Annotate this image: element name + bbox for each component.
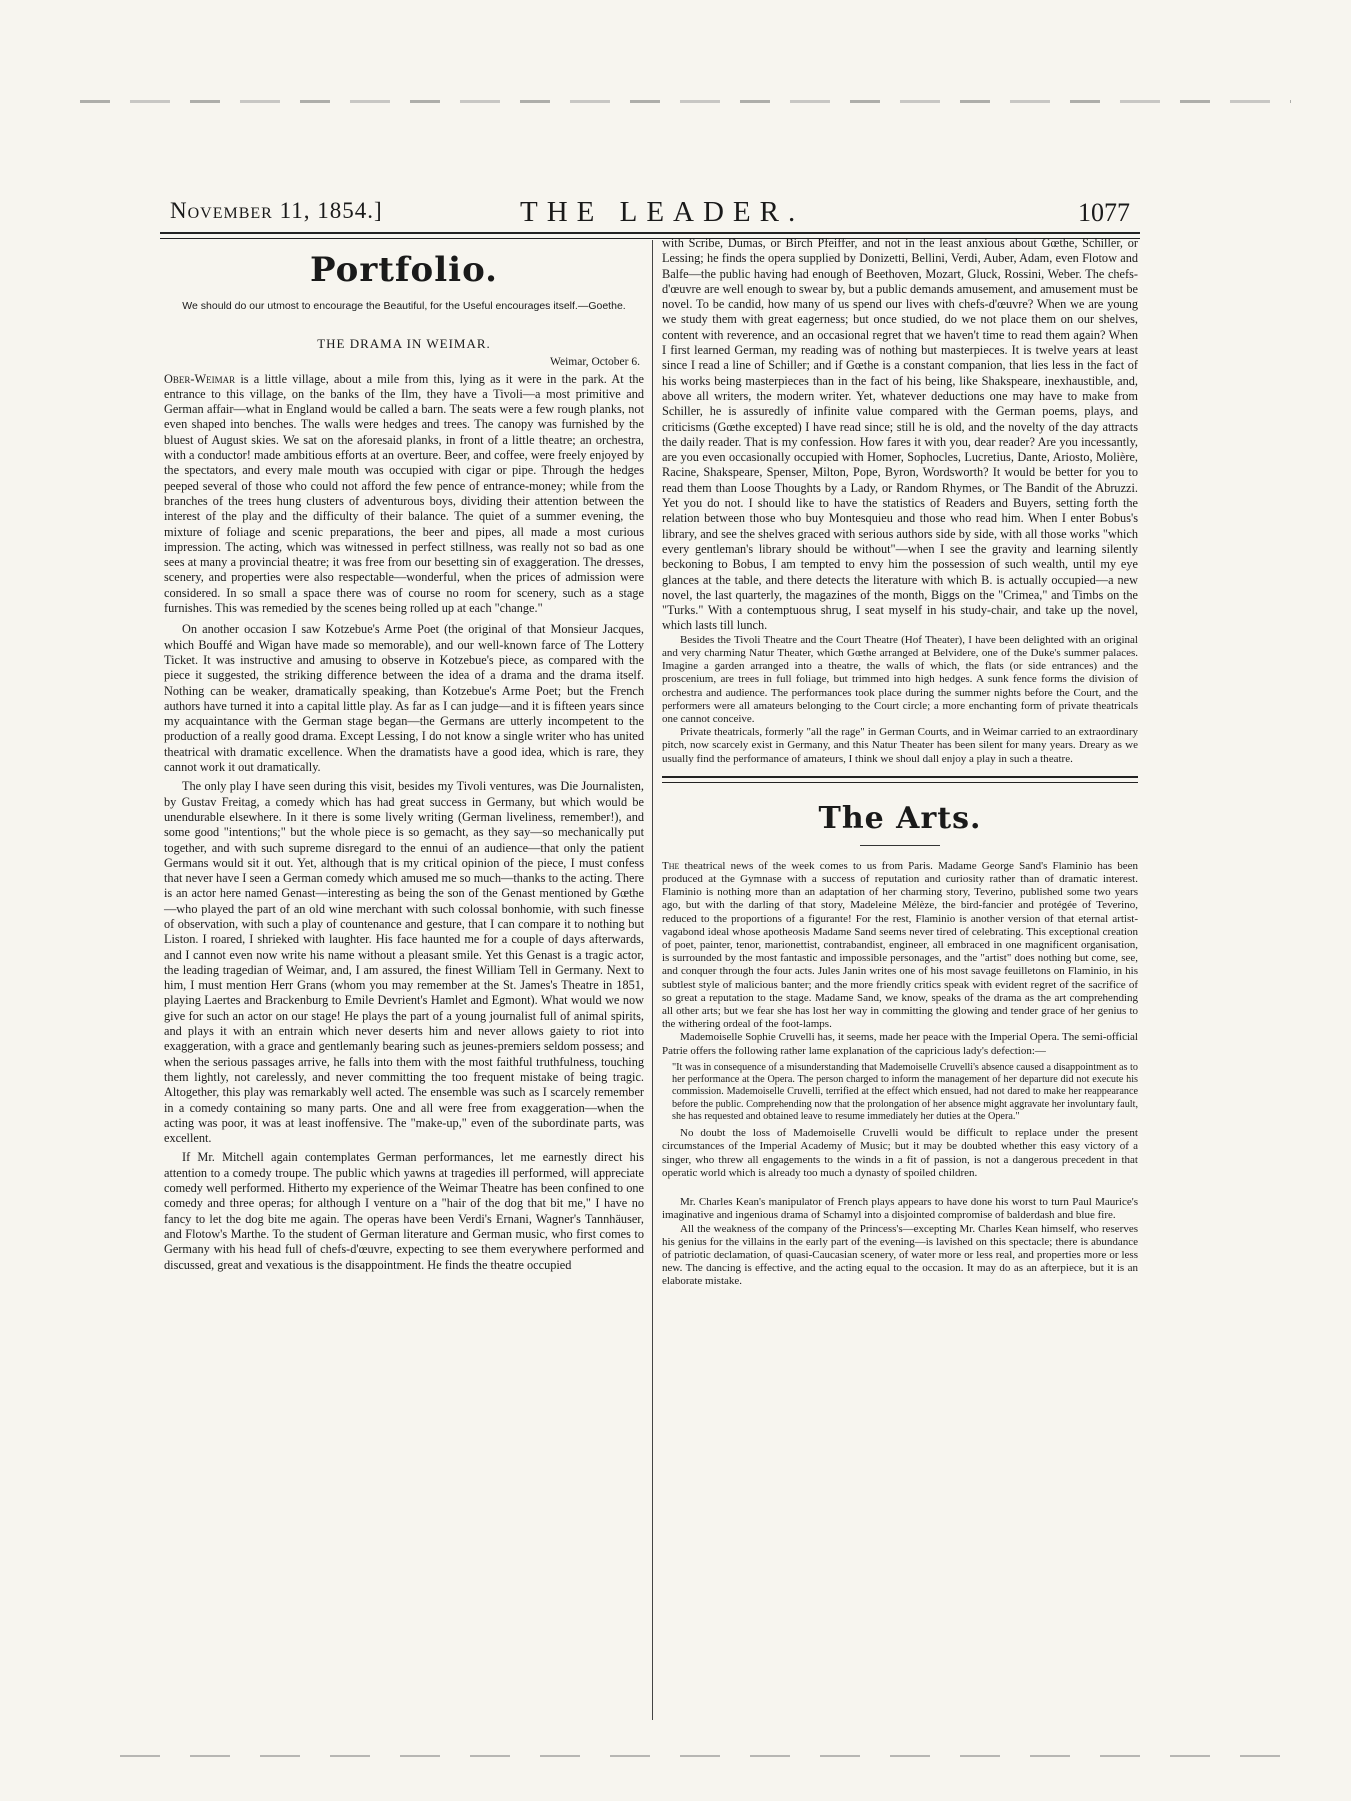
issue-date: November 11, 1854.] [170,198,383,223]
portfolio-heading: Portfolio. [309,250,498,290]
masthead [160,196,1140,232]
scan-edge-top [80,100,1291,103]
newspaper-title: THE LEADER. [520,196,805,228]
dateline: Weimar, October 6. [550,356,640,369]
arts-paragraph-3: No doubt the loss of Mademoiselle Cruvelli would be difficult to replace under the present circumstances of the Imperial Academy of Music; but it may be doubted whether this easy victory of a singer, who threw all engagements to the winds in a fit of passion, is not a dangerous precedent in that operatic world which is already too much a dynasty of spoiled children. [662,1127,1138,1179]
section-rule [662,776,1138,783]
drama-paragraph-2: On another occasion I saw Kotzebue's Arme Poet (the original of that Monsieur Jacques, which Bouffé and Wigan have made so memorable), and our well-known farce of The Lottery Ticket. It was instructive and amusing to observe in Kotzebue's piece, as compared with the piece it suggested, the striking difference between the idea of a drama and the drama itself. Nothing can be weaker, dramatically speaking, than Kotzebue's Arme Poet; but the French authors have turned it into a capital little play. As far as I can judge—and it is fifteen years since my acquaintance with the German stage began—the Germans are utterly incompetent to the production of a really good drama. Except Lessing, I do not know a single writer who has united theatrical with dramatic excellence. When the dramatists have a good idea, which is rare, they cannot work it out dramatically. [164,622,644,775]
drama-paragraph-4: If Mr. Mitchell again contemplates German performances, let me earnestly direct his attention to a comedy troupe. The public which yawns at tragedies ill performed, will appreciate comedy well performed. Hitherto my experience of the Weimar Theatre has been confined to one comedy and three operas; for although I venture on a "hair of the dog that bit me," I have no fancy to let the dog bite me again. The operas have been Verdi's Ernani, Wagner's Tannhäuser, and Flotow's Marthe. To the student of German literature and German music, who first comes to Germany with his head full of chefs-d'œuvre, expecting to see them everywhere performed and discussed, great and vexatious is the disappointment. He finds the theatre occupied [164,1150,644,1272]
drama-paragraph-5: with Scribe, Dumas, or Birch Pfeiffer, and not in the least anxious about Gœthe, Schiller, or Lessing; he finds the opera supplied by Donizetti, Bellini, Verdi, Auber, Adam, even Flotow and Balfe—the public having had enough of Beethoven, Mozart, Gluck, Rossini, Weber. The chefs-d'œuvre are well enough to swear by, but a public demands amusement, and amusement must be novel. To be candid, how many of us spend our lives with chefs-d'œuvre? When we are young we study them with great eagerness; but once studied, do we not place them on our shelves, content with reverence, and an occasional regret that we haven't time to read them again? When I first learned German, my reading was of nothing but masterpieces. It is twelve years at least since I read a line of Schiller; and if Gœthe is a constant companion, that lies less in the fact of his works being masterpieces than in the fact of his being, like Shakspeare, inexhaustible, and, above all writers, the modern writer. Yet, whatever deductions one may have to make from Schiller, he is assuredly of infinite value compared with the German poems, plays, and criticisms (Gœthe excepted) I have read since; still he is old, and the novelty of the day attracts the daily reader. That is my confession. How fares it with you, dear reader? Are you incessantly, are you even occasionally occupied with Homer, Sophocles, Lucretius, Dante, Ariosto, Molière, Racine, Shakspeare, Spenser, Milton, Pope, Byron, Wordsworth? It would be better for you to read them than Loose Thoughts by a Lady, or Random Rhymes, or The Bandit of the Abruzzi. Yet you do not. I should like to have the statistics of Readers and Buyers, setting forth the relation between those who buy Montesquieu and those who read him. When I enter Bobus's library, and see the shelves graced with serious authors side by side, with all those works "which every gentleman's library should be without"—when I see the gravity and learning silently beckoning to Bobus, I am tempted to envy him the possession of such wealth, until my eye glances at the table, and there detects the literature with which B. is actually occupied—a new novel, the last quarterly, the magazines of the month, Biggs on the "Crimea," and Timbs on the "Turks." With a contemptuous shrug, I seat myself in his study-chair, and take up the novel, which lasts till lunch. [662,236,1138,633]
drama-paragraph-6: Besides the Tivoli Theatre and the Court Theatre (Hof Theater), I have been delighted with an original and very charming Natur Theater, which Gœthe arranged at Belvidere, one of the Duke's summer palaces. Imagine a garden arranged into a theatre, the walls of which, the flats (or side entrances) and the proscenium, are trees in full foliage, but trimmed into high hedges. A sunk fence forms the division of orchestra and audience. The performances took place during the summer nights before the Court, and the performers were all amateurs belonging to the Court circle; a more enchanting form of private theatricals one cannot conceive. [662,633,1138,725]
arts-heading: The Arts. [818,800,982,836]
drop-lead: Ober-Weimar [164,371,236,386]
drama-paragraph-1 [164,372,644,617]
drama-paragraph-7: Private theatricals, formerly "all the rage" in German Courts, and in Weimar carried to an extraordinary pitch, now scarcely exist in Germany, and this Natur Theater has been silent for many years. Dreary as we usually find the performance of amateurs, I think we shoul dall enjoy a play in such a theatre. [662,726,1138,765]
drop-lead: The [662,859,680,872]
arts-paragraph-2: Mademoiselle Sophie Cruvelli has, it seems, made her peace with the Imperial Opera. The semi-official Patrie offers the following rather lame explanation of the capricious lady's defection:— [662,1031,1138,1057]
column-divider [652,240,653,1720]
page-number: 1077 [1078,198,1130,227]
drama-paragraph-3: The only play I have seen during this visit, besides my Tivoli ventures, was Die Journalisten, by Gustav Freitag, a comedy which has had great success in Germany, but which would be unendurable elsewhere. In it there is some lively writing (German liveliness, remember!), and some good "intentions;" but the whole piece is so gemacht, as they say—so mechanically put together, and with such supreme disregard to the ennui of an audience—that only the patient Germans would sit it out. Yet, although that is my critical opinion of the piece, I must confess that never have I seen a German comedy which amused me so much—thanks to the acting. There is an actor here named Genast—interesting as being the son of the Genast mentioned by Gœthe—who played the part of an old wine merchant with such colossal bonhomie, with such finesse of observation, with such a play of countenance and gesture, that I can compare it to nothing but Liston. I roared, I shrieked with laughter. His face haunted me for a couple of days afterwards, and I cannot even now write his name without a pleasant smile. Yet this Genast is a tragic actor, the leading tragedian of Weimar, and, I am assured, the finest William Tell in Germany. Next to him, I must mention Herr Grans (whom you may remember at the St. James's Theatre in 1851, playing Laertes and Brackenburg to Emile Devrient's Hamlet and Egmont). What would we now give for such an actor on our stage! He plays the part of a young journalist full of animal spirits, and plays it with an entrain which never deserts him and never allows gaiety to riot into exaggeration, with a grace and gentlemanly bearing such as jeunes-premiers seldom possess; and when the serious passages arrive, he falls into them with the most faithful truthfulness, touching them lightly, not carelessly, and never committing the too frequent mistake of being tragic. Altogether, this play was remarkably well acted. The ensemble was such as I scarcely remember in a comedy containing so many parts. One and all were free from exaggeration—when the acting was poor, it was at least inoffensive. The "make-up," even of the subordinate parts, was excellent. [164,779,644,1146]
paragraph-text: theatrical news of the week comes to us from Paris. Madame George Sand's Flaminio has been produced at the Gymnase with a success of reputation and curiosity rather than of dramatic interest. Flaminio is nothing more than an adaptation of her charming story, Teverino, published some two years ago, but with the darling of that story, Madeleine Mélèze, the bird-fancier and protégée of Teverino, reduced to the proportions of a figurante! For the rest, Flaminio is another version of that eternal artist-vagabond ideal whose apotheosis Madame Sand seems never tired of celebrating. This exceptional creation of poet, painter, tenor, marionettist, contrabandist, engineer, all embraced in one magnificent organisation, is surrounded by the most fantastic and impossible personages, and the "artist" does nothing but come, see, and conquer through the four acts. Jules Janin writes one of his most savage feuilletons on Flaminio, in his subtlest style of malicious banter; and the more friendly critics speak with evident regret of the sacrifice of so great a reputation to the stage. Madame Sand, we know, speaks of the drama as the art comprehending all other arts; but we fear she has lost her way in committing the glowing and tender grace of her genius to the withering ordeal of the foot-lamps. [662,859,1138,1031]
portfolio-motto: We should do our utmost to encourage the Beautiful, for the Useful encourages itself.—Goethe. [182,300,626,312]
arts-paragraph-1 [662,860,1138,1032]
arts-paragraph-5: All the weakness of the company of the Princess's—excepting Mr. Charles Kean himself, who reserves his genius for the villains in the early part of the evening—is lavished on this spectacle; there is abundance of patriotic declamation, of quasi-Caucasian scenery, of water more or less real, and properties more or less new. The dancing is effective, and the acting equal to the occasion. It may do as an afterpiece, but it is an elaborate mistake. [662,1222,1138,1288]
article-title: THE DRAMA IN WEIMAR. [317,336,491,351]
arts-paragraph-4: Mr. Charles Kean's manipulator of French plays appears to have done his worst to turn Paul Maurice's imaginative and ingenious drama of Schamyl into a disjointed compromise of balderdash and blue fire. [662,1196,1138,1222]
scan-edge-bottom [120,1755,1291,1757]
patrie-quote: "It was in consequence of a misunderstanding that Mademoiselle Cruvelli's absence caused a disappointment as to her performance at the Opera. The person charged to inform the management of her departure did not execute his commission. Mademoiselle Cruvelli, terrified at the effect which ensued, had not dared to make her reappearance before the public. Comprehending now that the prolongation of her absence might aggravate her involuntary fault, she has requested and obtained leave to resume immediately her duties at the Opera." [672,1061,1138,1122]
paragraph-text: is a little village, about a mile from this, lying as it were in the park. At the entrance to this village, on the banks of the Ilm, they have a Tivoli—a most primitive and German affair—what in England would be called a barn. The seats were a few rough planks, not even shaped into benches. The walls were hedges and trees. The canopy was furnished by the bluest of August skies. We sat on the aforesaid planks, in front of a little theatre; an orchestra, with a conductor! made ambitious efforts at an overture. Beer, and coffee, were freely enjoyed by the spectators, and every male mouth was occupied with cigar or pipe. Through the hedges peeped several of those who could not afford the few pence of entrance-money; while from the branches of the trees hung clusters of adventurous boys, dividing their attention between the interest of the play and the difficulty of their balance. The quiet of a summer evening, the mixture of foliage and scenic preparations, the beer and pipes, all made a most curious impression. The acting, which was witnessed in perfect stillness, was really not so bad as one sees at many a provincial theatre; it was free from our besetting sin of exaggeration. The dresses, scenery, and properties were also respectable—wonderful, when the prices of admission were considered. In so small a space there was of course no room for scenery, such as a stage furnishes. This was remedied by the scenes being rolled up at each "change." [164,371,644,616]
right-column [662,236,1138,1289]
arts-heading-rule [860,845,940,846]
left-column [164,240,644,1273]
